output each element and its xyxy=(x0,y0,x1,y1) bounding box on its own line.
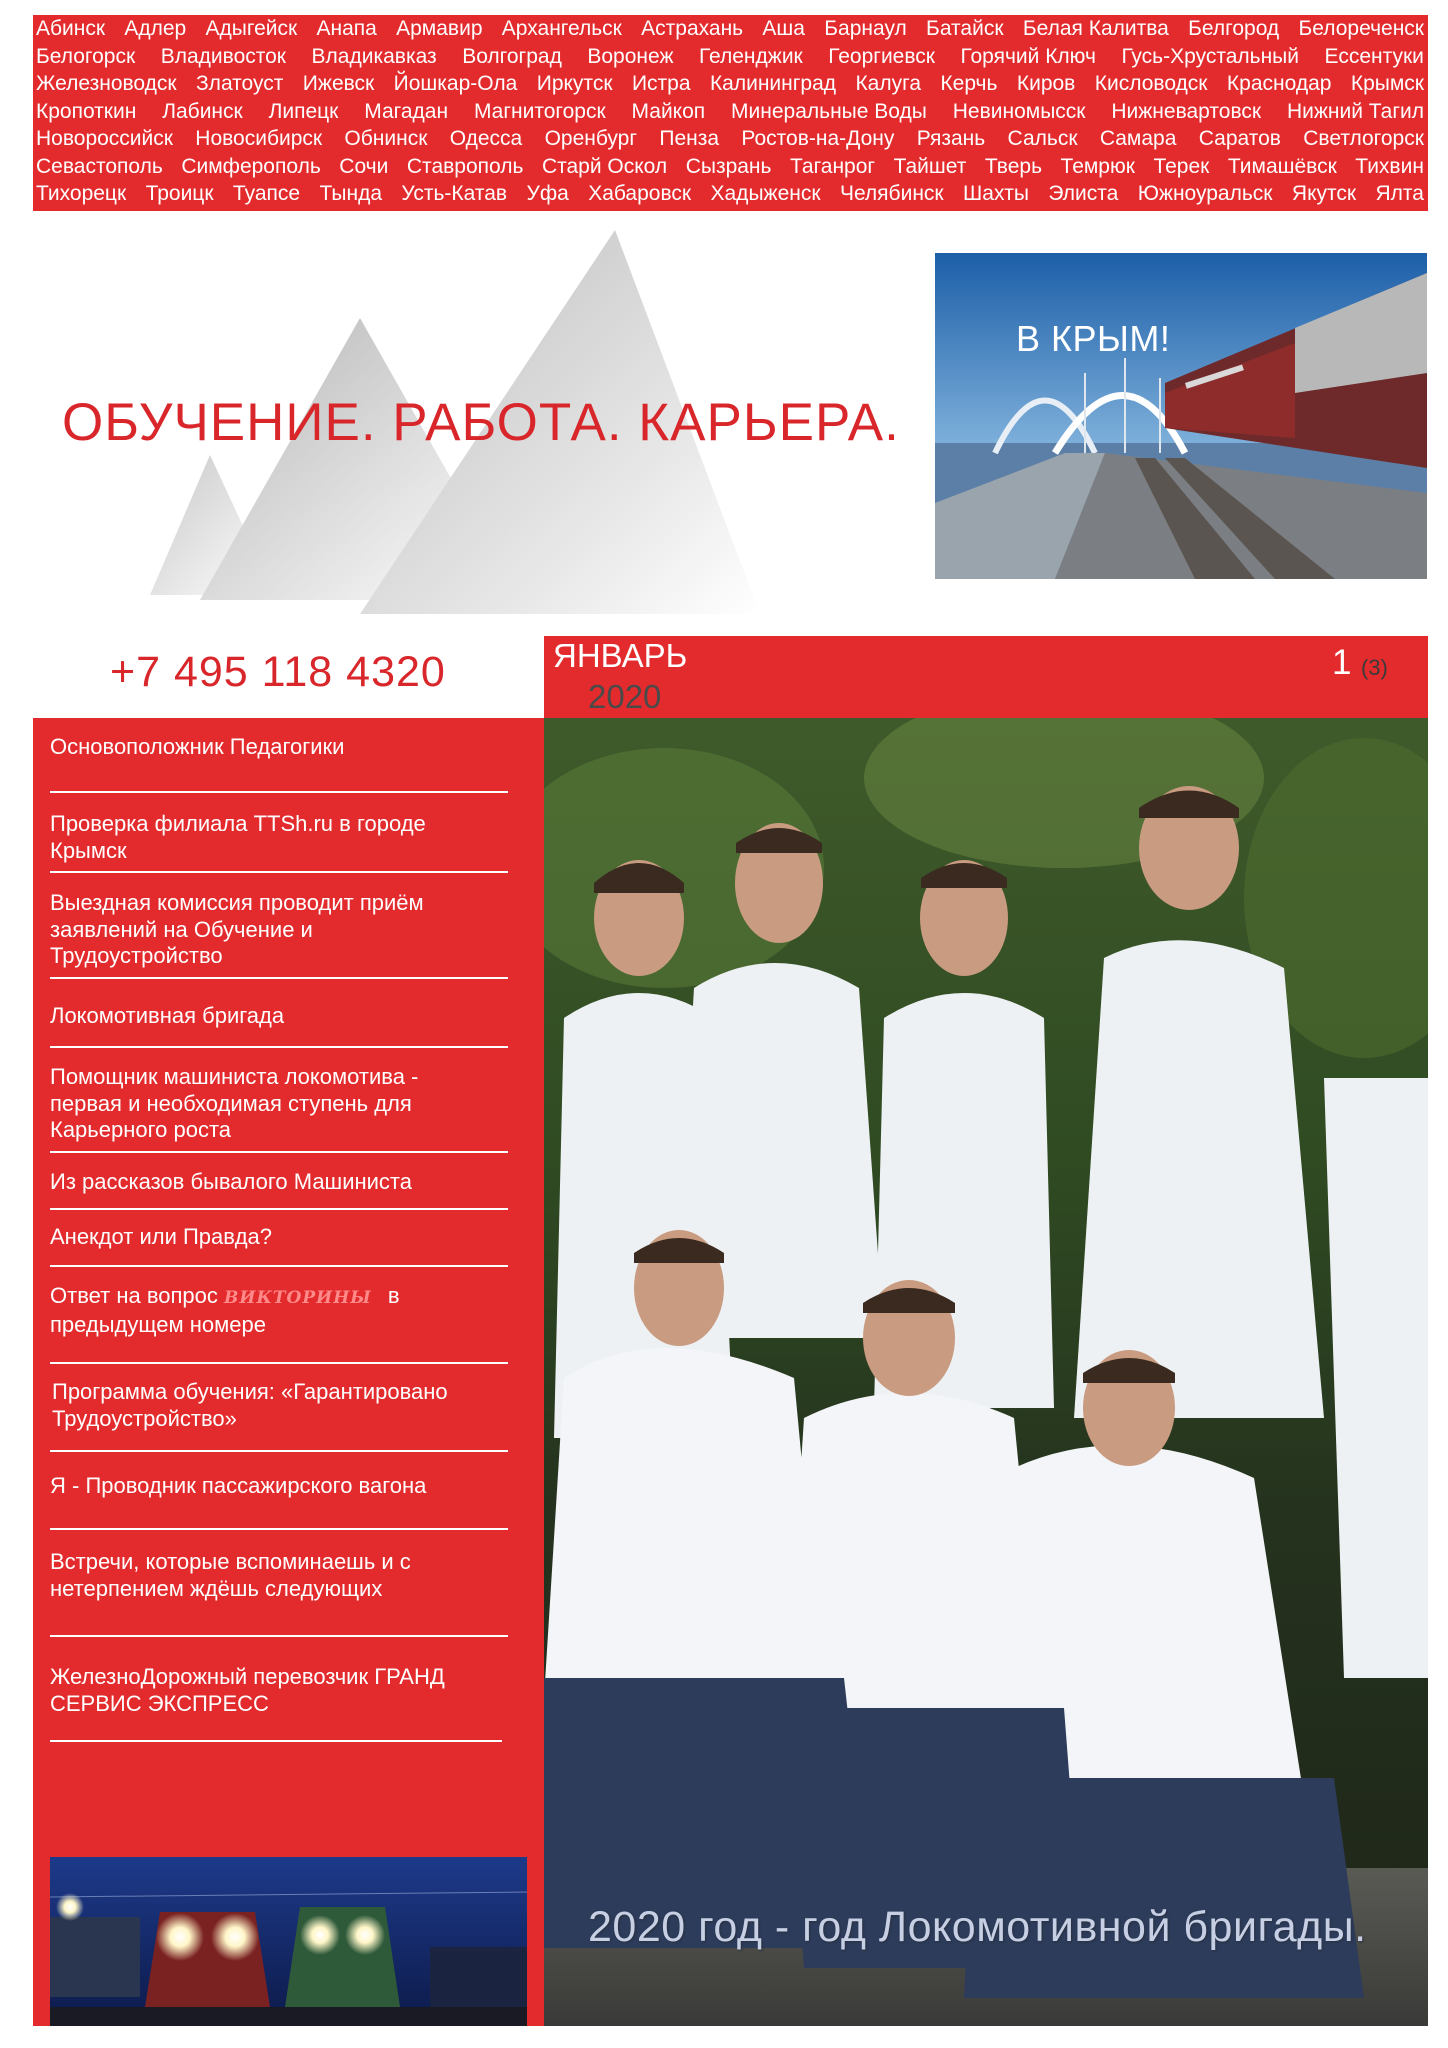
city-name: Одесса xyxy=(449,127,523,150)
city-name: Ижевск xyxy=(302,72,375,95)
city-name: Йошкар-Ола xyxy=(393,72,518,95)
city-name: Батайск xyxy=(926,17,1004,40)
toc-quiz-line2: предыдущем номере xyxy=(50,1311,266,1337)
city-name: Темрюк xyxy=(1060,154,1135,178)
city-name: Тимашёвск xyxy=(1227,154,1337,178)
city-name: Лабинск xyxy=(162,99,243,123)
city-name: Невиномысск xyxy=(952,99,1086,123)
toc-quiz-stylized: ВИКТОРИНЫ xyxy=(224,1288,372,1308)
city-name: Нижневартовск xyxy=(1111,99,1262,123)
city-name: Магнитогорск xyxy=(473,99,606,123)
city-name: Хабаровск xyxy=(588,182,692,205)
toc-item-quiz[interactable] xyxy=(50,1283,490,1338)
issue-year: 2020 xyxy=(588,678,662,715)
city-name: Армавир xyxy=(396,17,483,40)
toc-item[interactable]: Я - Проводник пассажирского вагона xyxy=(50,1473,427,1498)
toc-quiz-text: Ответ на вопрос xyxy=(50,1283,218,1308)
city-name: Истра xyxy=(631,72,691,95)
city-name: Иркутск xyxy=(536,72,613,95)
city-name: Ростов-на-Дону xyxy=(741,127,895,150)
city-name: Белая Калитва xyxy=(1022,17,1169,40)
city-name: Владикавказ xyxy=(311,44,437,68)
city-name: Белгород xyxy=(1188,17,1280,40)
city-name: Ялта xyxy=(1375,182,1424,205)
city-name: Самара xyxy=(1099,127,1177,150)
city-name: Архангельск xyxy=(501,17,622,40)
city-name: Майкоп xyxy=(631,99,706,123)
toc-divider xyxy=(50,1740,502,1742)
city-name: Краснодар xyxy=(1226,72,1332,95)
toc-divider xyxy=(50,1450,508,1452)
city-name: Крымск xyxy=(1350,72,1424,95)
photo-caption: 2020 год - год Локомотивной бригады. xyxy=(588,1903,1367,1951)
city-name: Оренбург xyxy=(544,127,638,150)
cities-banner xyxy=(33,15,1428,211)
city-name: Гусь-Хрустальный xyxy=(1121,44,1300,68)
crimea-bridge-photo xyxy=(935,253,1427,579)
city-name: Старй Оскол xyxy=(541,154,668,178)
city-name: Георгиевск xyxy=(828,44,935,68)
toc-item[interactable]: Локомотивная бригада xyxy=(50,1003,285,1028)
city-name: Рязань xyxy=(916,127,986,150)
city-name: Адыгейск xyxy=(205,17,298,40)
city-name: Якутск xyxy=(1291,182,1357,205)
toc-item[interactable]: Встречи, которые вспоминаешь и с нетерпением ждёшь следующих xyxy=(50,1549,411,1601)
night-trains-photo xyxy=(50,1857,527,2026)
toc-divider xyxy=(50,1528,508,1530)
toc-item[interactable]: Программа обучения: «Гарантировано Трудоустройство» xyxy=(52,1379,448,1431)
issue-sub-number: (3) xyxy=(1361,655,1388,680)
city-name: Нижний Тагил xyxy=(1286,99,1424,123)
city-name: Таганрог xyxy=(790,154,876,178)
city-row xyxy=(33,125,1428,153)
city-name: Калининград xyxy=(709,72,837,95)
city-name: Уфа xyxy=(526,182,569,205)
city-name: Шахты xyxy=(963,182,1029,205)
city-name: Терек xyxy=(1153,154,1210,178)
city-name: Тверь xyxy=(984,154,1043,178)
toc-divider xyxy=(50,1362,508,1364)
city-name: Златоуст xyxy=(196,72,284,95)
issue-month: ЯНВАРЬ xyxy=(553,637,688,674)
toc-item[interactable]: Из рассказов бывалого Машиниста xyxy=(50,1169,413,1194)
city-name: Минеральные Воды xyxy=(731,99,927,123)
toc-item[interactable]: Анекдот или Правда? xyxy=(50,1224,273,1249)
toc-item[interactable]: Основоположник Педагогики xyxy=(50,734,345,759)
city-name: Саратов xyxy=(1198,127,1281,150)
city-name: Владивосток xyxy=(160,44,286,68)
city-name: Горячий Ключ xyxy=(960,44,1096,68)
city-name: Сальск xyxy=(1007,127,1078,150)
toc-divider xyxy=(50,1151,508,1153)
toc-divider xyxy=(50,1208,508,1210)
city-name: Симферополь xyxy=(181,154,321,178)
city-name: Аша xyxy=(762,17,805,40)
city-row xyxy=(33,153,1428,181)
toc-divider xyxy=(50,1635,508,1637)
city-name: Пенза xyxy=(659,127,720,150)
toc-divider xyxy=(50,1046,508,1048)
city-name: Железноводск xyxy=(36,72,177,95)
city-name: Сызрань xyxy=(685,154,772,178)
city-name: Абинск xyxy=(36,17,106,40)
city-name: Адлер xyxy=(124,17,187,40)
city-name: Анапа xyxy=(316,17,377,40)
city-name: Сочи xyxy=(339,154,389,178)
city-name: Магадан xyxy=(364,99,449,123)
city-name: Светлогорск xyxy=(1303,127,1424,150)
city-name: Калуга xyxy=(855,72,921,95)
city-name: Керчь xyxy=(940,72,998,95)
city-name: Тихорецк xyxy=(36,182,127,205)
issue-number: 1 xyxy=(1332,643,1352,682)
city-name: Челябинск xyxy=(839,182,944,205)
headline: ОБУЧЕНИЕ. РАБОТА. КАРЬЕРА. xyxy=(62,393,900,452)
city-name: Туапсе xyxy=(232,182,301,205)
city-name: Южноуральск xyxy=(1137,182,1273,205)
city-name: Тихвин xyxy=(1355,154,1424,178)
toc-divider xyxy=(50,977,508,979)
city-name: Хадыженск xyxy=(710,182,821,205)
phone-number[interactable]: +7 495 118 4320 xyxy=(110,648,446,696)
city-name: Усть-Катав xyxy=(401,182,508,205)
city-row xyxy=(33,98,1428,126)
city-name: Ставрополь xyxy=(406,154,524,178)
table-of-contents xyxy=(33,718,544,2026)
city-name: Белогорск xyxy=(36,44,136,68)
crimea-label: В КРЫМ! xyxy=(1016,318,1171,359)
city-name: Троицк xyxy=(145,182,214,205)
city-name: Астрахань xyxy=(641,17,744,40)
toc-item[interactable]: Проверка филиала TTSh.ru в городе Крымск xyxy=(50,811,426,863)
toc-item[interactable]: Помощник машиниста локомотива - первая и необходимая ступень для Карьерного роста xyxy=(50,1064,419,1142)
city-name: Тайшет xyxy=(893,154,967,178)
city-row xyxy=(33,43,1428,71)
city-name: Геленджик xyxy=(699,44,803,68)
brigade-group-photo xyxy=(544,718,1428,2026)
city-name: Севастополь xyxy=(36,154,163,178)
toc-divider xyxy=(50,1265,508,1267)
toc-item[interactable]: ЖелезноДорожный перевозчик ГРАНД СЕРВИС ЭКСПРЕСС xyxy=(50,1664,445,1716)
city-name: Элиста xyxy=(1048,182,1119,205)
city-name: Липецк xyxy=(268,99,339,123)
toc-divider xyxy=(50,791,508,793)
toc-item[interactable]: Выездная комиссия проводит приём заявлений на Обучение и Трудоустройство xyxy=(50,890,424,968)
city-name: Волгоград xyxy=(462,44,562,68)
city-row xyxy=(33,15,1428,43)
city-name: Белореченск xyxy=(1298,17,1424,40)
city-name: Новосибирск xyxy=(195,127,323,150)
city-name: Новороссийск xyxy=(36,127,173,150)
city-row xyxy=(33,180,1428,208)
city-name: Тында xyxy=(319,182,383,205)
city-name: Ессентуки xyxy=(1324,44,1424,68)
city-name: Кропоткин xyxy=(36,99,137,123)
toc-divider xyxy=(50,871,508,873)
toc-quiz-text-after: в xyxy=(387,1283,400,1308)
city-name: Киров xyxy=(1016,72,1076,95)
city-name: Воронеж xyxy=(587,44,674,68)
city-name: Обнинск xyxy=(344,127,428,150)
city-row xyxy=(33,70,1428,98)
city-name: Барнаул xyxy=(824,17,907,40)
city-name: Кисловодск xyxy=(1094,72,1208,95)
